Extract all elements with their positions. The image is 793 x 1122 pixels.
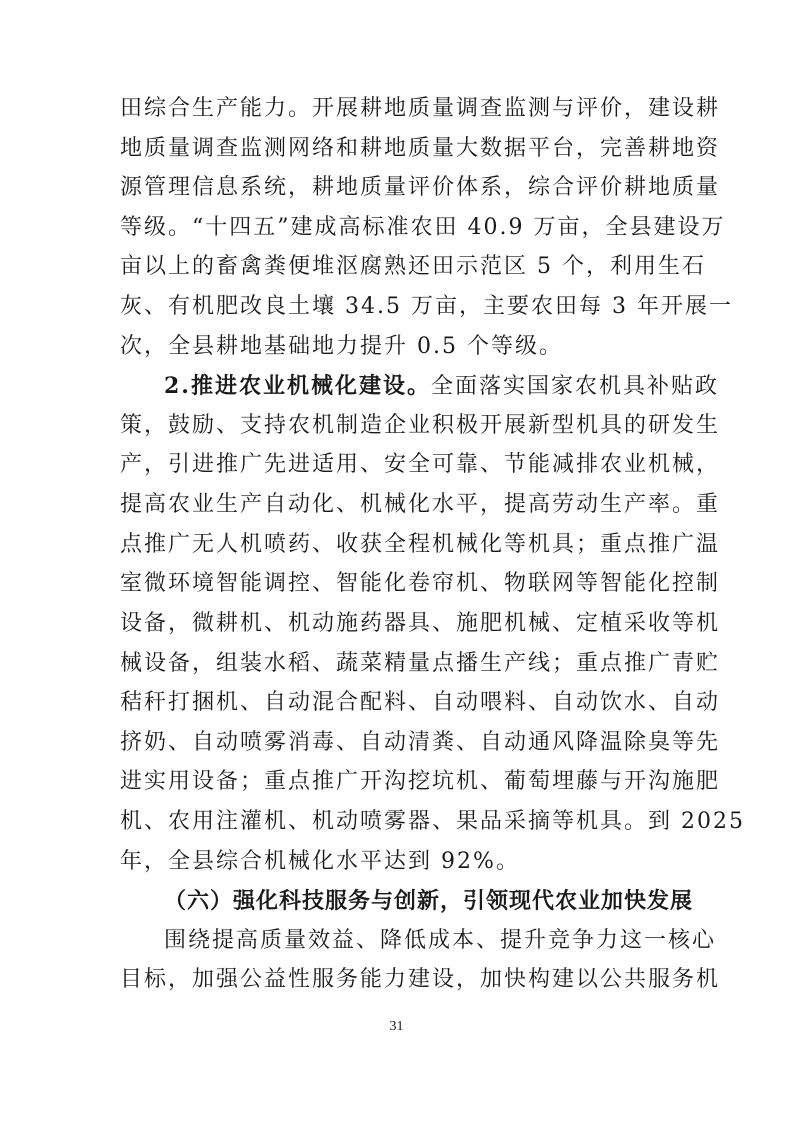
- paragraph-line: 田综合生产能力。开展耕地质量调查监测与评价，建设耕: [120, 96, 721, 121]
- paragraph-line: 挤奶、自动喷雾消毒、自动清粪、自动通风降温除臭等先: [120, 730, 721, 755]
- paragraph-line: 点推广无人机喷药、收获全程机械化等机具；重点推广温: [120, 532, 721, 557]
- paragraph-line: 械设备，组装水稻、蔬菜精量点播生产线；重点推广青贮: [120, 651, 721, 676]
- paragraph-line: 灰、有机肥改良土壤 34.5 万亩，主要农田每 3 年开展一: [120, 294, 733, 319]
- paragraph-line: 设备，微耕机、机动施药器具、施肥机械、定植采收等机: [120, 611, 721, 636]
- paragraph-line: [164, 364, 719, 408]
- paragraph-line: 源管理信息系统，耕地质量评价体系，综合评价耕地质量: [120, 175, 721, 200]
- paragraph-line: 次，全县耕地基础地力提升 0.5 个等级。: [120, 334, 563, 359]
- paragraph-line: 地质量调查监测网络和耕地质量大数据平台，完善耕地资: [120, 136, 721, 161]
- paragraph-line: 产，引进推广先进适用、安全可靠、节能减排农业机械，: [120, 452, 721, 477]
- paragraph-line: 年，全县综合机械化水平达到 92%。: [120, 849, 520, 874]
- paragraph-line: 秸秆打捆机、自动混合配料、自动喂料、自动饮水、自动: [120, 690, 721, 715]
- paragraph-line: 围绕提高质量效益、降低成本、提升竞争力这一核心: [164, 928, 717, 953]
- paragraph-line: 进实用设备；重点推广开沟挖坑机、葡萄埋藤与开沟施肥: [120, 769, 721, 794]
- section-heading: （六）强化科技服务与创新，引领现代农业加快发展: [164, 888, 694, 914]
- page-number: 31: [389, 1019, 404, 1034]
- paragraph-line: 机、农用注灌机、机动喷雾器、果品采摘等机具。到 2025: [120, 809, 745, 834]
- subsection-title: 2.推进农业机械化建设。: [164, 373, 431, 399]
- paragraph-line: 策，鼓励、支持农机制造企业积极开展新型机具的研发生: [120, 413, 721, 438]
- paragraph-line: 室微环境智能调控、智能化卷帘机、物联网等智能化控制: [120, 571, 721, 596]
- paragraph-line: 目标，加强公益性服务能力建设，加快构建以公共服务机: [120, 967, 721, 992]
- paragraph-line: 亩以上的畜禽粪便堆沤腐熟还田示范区 5 个，利用生石: [120, 254, 706, 279]
- paragraph-line: 等级。“十四五”建成高标准农田 40.9 万亩，全县建设万: [120, 215, 726, 240]
- paragraph-text: 全面落实国家农机具补贴政: [430, 374, 719, 399]
- paragraph-line: 提高农业生产自动化、机械化水平，提高劳动生产率。重: [120, 492, 721, 517]
